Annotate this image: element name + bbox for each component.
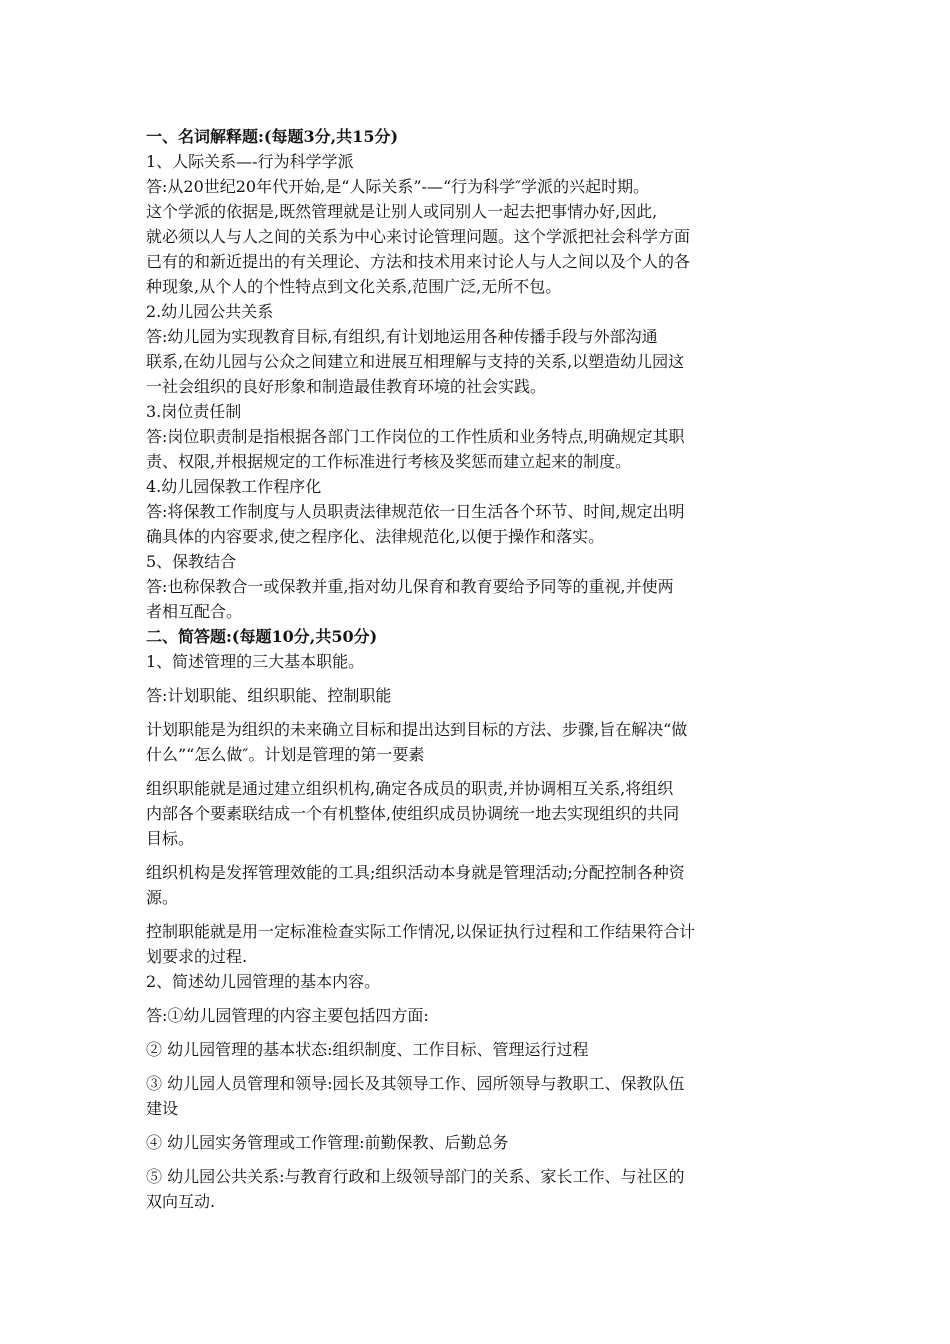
q1-paragraph-line: 划要求的过程. [146, 947, 248, 966]
q1-paragraph-line: 目标。 [146, 829, 195, 848]
q1-paragraph-line: 组织机构是发挥管理效能的工具;组织活动本身就是管理活动;分配控制各种资 [146, 863, 685, 882]
q2-paragraph-line: ③ 幼儿园人员管理和领导:园长及其领导工作、园所领导与教职工、保教队伍 [146, 1074, 685, 1093]
q2-title: 2、简述幼儿园管理的基本内容。 [146, 972, 381, 991]
q1-paragraph-line: 源。 [146, 888, 179, 907]
section1-heading: 一、名词解释题:(每题3分,共15分) [146, 127, 399, 146]
item1-answer-line: 种现象,从个人的个性特点到文化关系,范围广泛,无所不包。 [146, 277, 562, 296]
q1-paragraph-line: 答:计划职能、组织职能、控制职能 [146, 686, 392, 705]
q2-paragraph-line: ② 幼儿园管理的基本状态:组织制度、工作目标、管理运行过程 [146, 1040, 589, 1059]
document-page [146, 124, 806, 1214]
item2-answer-line: 答:幼儿园为实现教育目标,有组织,有计划地运用各种传播手段与外部沟通 [146, 327, 658, 346]
item3-answer-line: 答:岗位职责制是指根据各部门工作岗位的工作性质和业务特点,明确规定其职 [146, 427, 685, 446]
q1-title: 1、简述管理的三大基本职能。 [146, 652, 365, 671]
item5-answer-line: 者相互配合。 [146, 602, 243, 621]
item2-answer-line: 联系,在幼儿园与公众之间建立和进展互相理解与支持的关系,以塑造幼儿园这 [146, 352, 685, 371]
q1-paragraph-line: 控制职能就是用一定标准检查实际工作情况,以保证执行过程和工作结果符合计 [146, 922, 696, 941]
item1-title: 1、人际关系—-行为科学学派 [146, 152, 354, 171]
section2-heading: 二、简答题:(每题10分,共50分) [146, 627, 378, 646]
q2-paragraph-line: ⑤ 幼儿园公共关系:与教育行政和上级领导部门的关系、家长工作、与社区的 [146, 1167, 685, 1186]
q1-paragraph-line: 什么”“怎么做″。计划是管理的第一要素 [146, 745, 425, 764]
item2-title: 2.幼儿园公共关系 [146, 302, 274, 321]
item2-answer-line: 一社会组织的良好形象和制造最佳教育环境的社会实践。 [146, 377, 547, 396]
item1-answer-line: 已有的和新近提出的有关理论、方法和技术用来讨论人与人之间以及个人的各 [146, 252, 691, 271]
item5-answer-line: 答:也称保教合一或保教并重,指对幼儿保育和教育要给予同等的重视,并使两 [146, 577, 674, 596]
item4-answer-line: 答:将保教工作制度与人员职责法律规范依一日生活各个环节、时间,规定出明 [146, 502, 685, 521]
item5-title: 5、保教结合 [146, 552, 237, 571]
q2-paragraph-line: 答:①幼儿园管理的内容主要包括四方面: [146, 1006, 429, 1025]
item3-answer-line: 责、权限,并根据规定的工作标准进行考核及奖惩而建立起来的制度。 [146, 452, 632, 471]
item1-answer-line: 这个学派的依据是,既然管理就是让别人或同别人一起去把事情办好,因此, [146, 202, 658, 221]
q1-paragraph-line: 计划职能是为组织的未来确立目标和提出达到目标的方法、步骤,旨在解决“做 [146, 720, 688, 739]
item3-title: 3.岗位责任制 [146, 402, 242, 421]
q2-paragraph-line: 双向互动. [146, 1192, 216, 1211]
q1-paragraph-line: 内部各个要素联结成一个有机整体,使组织成员协调统一地去实现组织的共同 [146, 804, 680, 823]
q2-paragraph-line: ④ 幼儿园实务管理或工作管理:前勤保教、后勤总务 [146, 1133, 509, 1152]
item4-answer-line: 确具体的内容要求,使之程序化、法律规范化,以便于操作和落实。 [146, 527, 605, 546]
item1-answer-line: 就必须以人与人之间的关系为中心来讨论管理问题。这个学派把社会科学方面 [146, 227, 691, 246]
q1-paragraph-line: 组织职能就是通过建立组织机构,确定各成员的职责,并协调相互关系,将组织 [146, 779, 674, 798]
q2-paragraph-line: 建设 [146, 1099, 179, 1118]
item4-title: 4.幼儿园保教工作程序化 [146, 477, 322, 496]
item1-answer-line: 答:从20世纪20年代开始,是“人际关系”-—“行为科学″学派的兴起时期。 [146, 177, 650, 196]
